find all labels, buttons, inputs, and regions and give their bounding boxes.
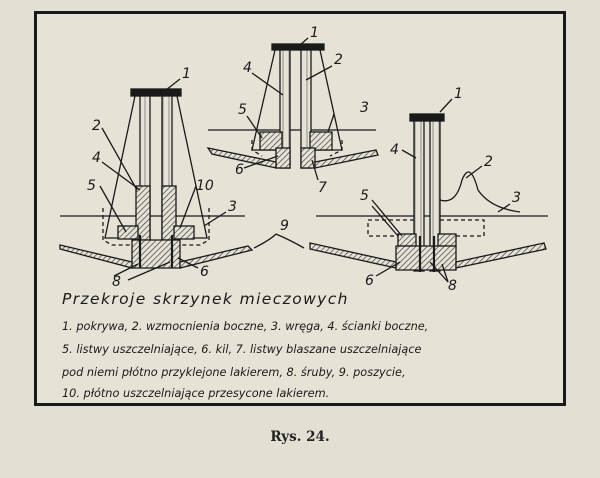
callout-left-1: 1 (182, 66, 191, 82)
callout-left-10: 10 (196, 178, 214, 194)
callout-center-4: 4 (243, 60, 252, 76)
callout-right-5: 5 (360, 188, 369, 204)
callout-left-5: 5 (87, 178, 96, 194)
center-section (208, 38, 378, 180)
callout-hull-9: 9 (280, 218, 289, 234)
callout-right-3: 3 (512, 190, 521, 206)
callout-left-3: 3 (228, 199, 237, 215)
callout-right-4: 4 (390, 142, 399, 158)
legend-line-2: 5. listwy uszczelniające, 6. kil, 7. listwy blaszane uszczelniające (62, 343, 422, 356)
figure-label: Rys. 24. (270, 429, 330, 445)
callout-right-6: 6 (365, 273, 374, 289)
callout-center-5: 5 (238, 102, 247, 118)
caption-title: Przekroje skrzynek mieczowych (62, 290, 349, 308)
callout-center-1: 1 (310, 25, 319, 41)
legend-line-1: 1. pokrywa, 2. wzmocnienia boczne, 3. wręga, 4. ścianki boczne, (62, 320, 429, 333)
callout-center-3: 3 (360, 100, 369, 116)
callout-center-7: 7 (318, 180, 327, 196)
callout-left-4: 4 (92, 150, 101, 166)
legend-line-3: pod niemi płótno przyklejone lakierem, 8. śruby, 9. poszycie, (62, 366, 406, 379)
callout-center-6: 6 (235, 162, 244, 178)
callout-left-2: 2 (92, 118, 101, 134)
callout-left-8: 8 (112, 274, 121, 290)
callout-right-8: 8 (448, 278, 457, 294)
callout-right-2: 2 (484, 154, 493, 170)
callout-center-2: 2 (334, 52, 343, 68)
callout-right-1: 1 (454, 86, 463, 102)
callout-left-6: 6 (200, 264, 209, 280)
legend-line-4: 10. płótno uszczelniające przesycone lakierem. (62, 387, 330, 400)
